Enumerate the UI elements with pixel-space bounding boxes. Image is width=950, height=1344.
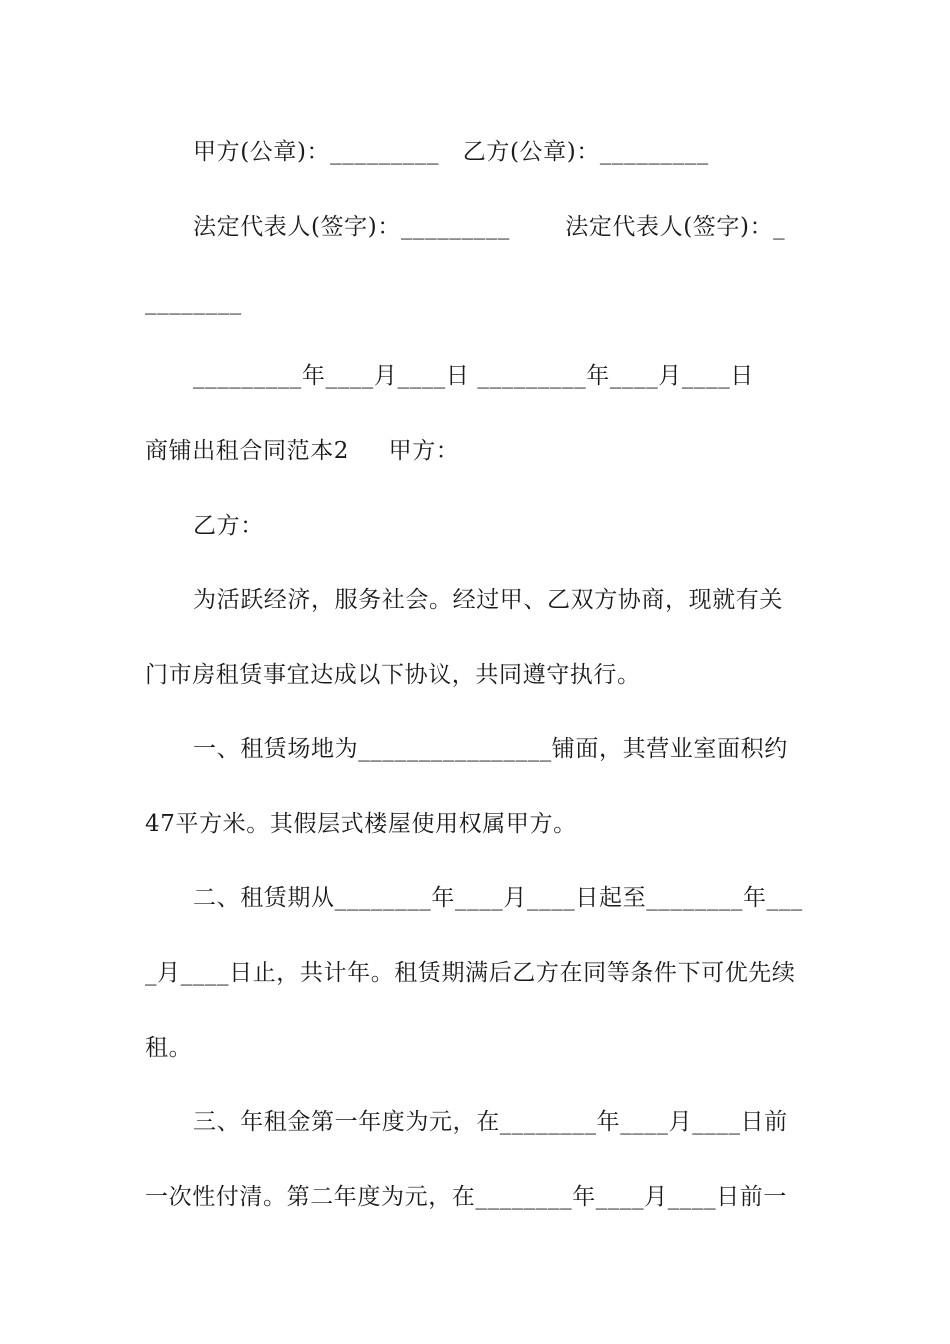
- party-b-line: 乙方：: [193, 513, 264, 539]
- clause-1-line-2: 47平方米。其假层式楼屋使用权属甲方。: [145, 811, 577, 837]
- preamble-paragraph-line-1: 为活跃经济，服务社会。经过甲、乙双方协商，现就有关: [193, 587, 783, 613]
- clause-3-line-2: 一次性付清。第二年度为元，在________年____月____日前一: [145, 1184, 787, 1210]
- contract-title-line: 商铺出租合同范本2 甲方：: [145, 438, 460, 464]
- preamble-paragraph-line-2: 门市房租赁事宜达成以下协议，共同遵守执行。: [145, 662, 641, 688]
- clause-3-line-1: 三、年租金第一年度为元，在________年____月____日前: [193, 1109, 788, 1135]
- date-line: _________年____月____日 _________年____月____日: [193, 363, 754, 389]
- clause-2-line-1: 二、租赁期从________年____月____日起至________年___: [193, 885, 803, 911]
- signature-line-continuation: ________: [145, 289, 242, 315]
- clause-1-line-1: 一、租赁场地为________________铺面，其营业室面积约: [193, 736, 788, 762]
- clause-2-line-2: _月____日止，共计年。租赁期满后乙方在同等条件下可优先续: [145, 960, 796, 986]
- signature-line-legal-representatives: 法定代表人(签字)：_________ 法定代表人(签字)：_: [193, 214, 786, 240]
- signature-line-party-seals: 甲方(公章)：_________ 乙方(公章)：_________: [193, 139, 709, 165]
- clause-2-line-3: 租。: [145, 1035, 193, 1061]
